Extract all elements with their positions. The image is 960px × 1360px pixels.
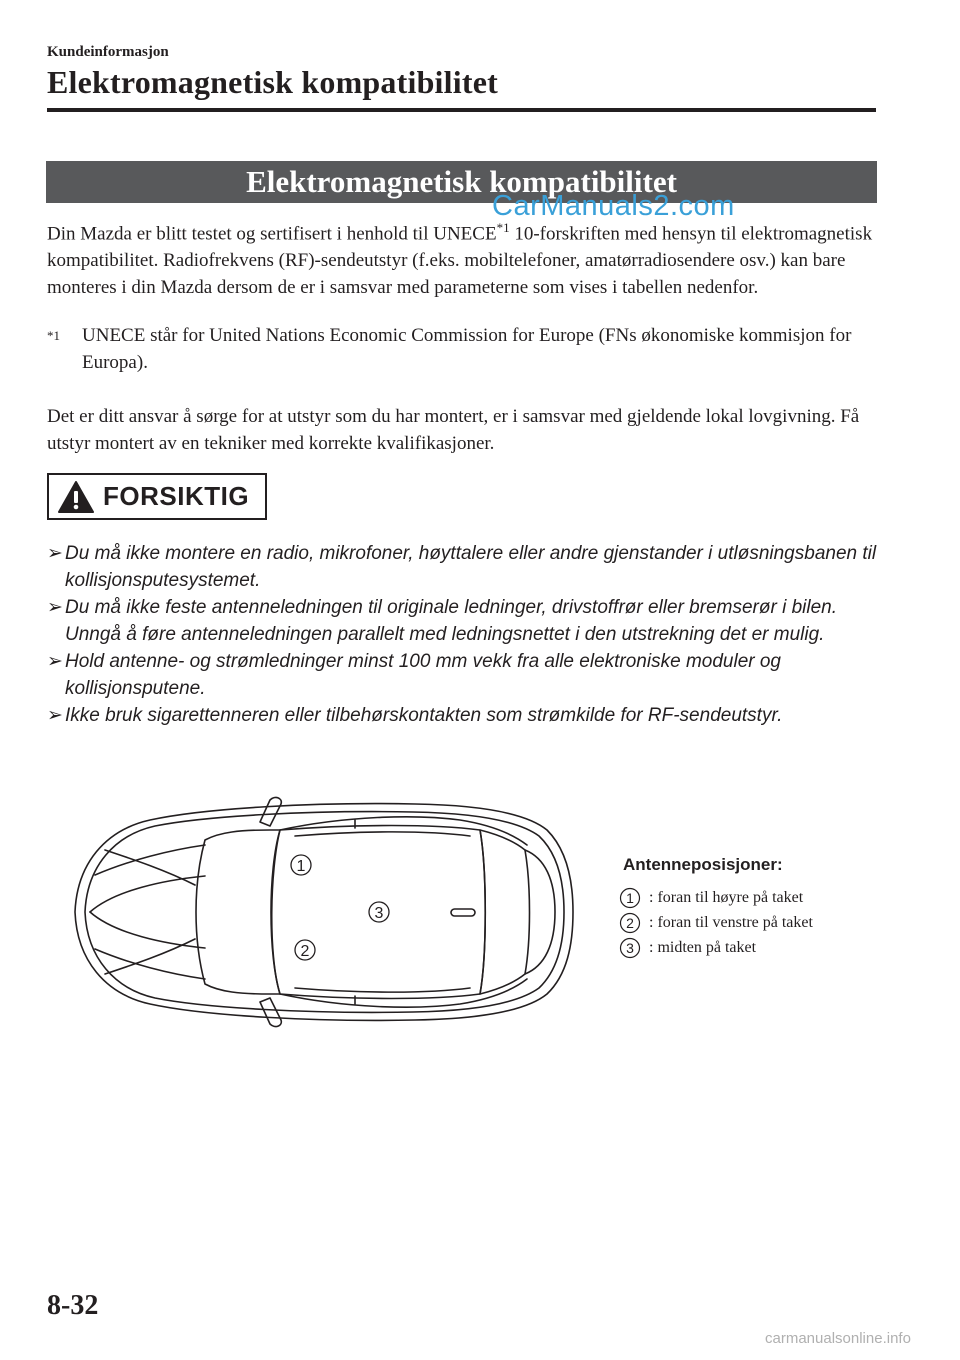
antenna-marker-3 bbox=[369, 902, 389, 922]
section-label: Kundeinformasjon bbox=[47, 44, 169, 60]
legend bbox=[619, 885, 813, 960]
page-number: 8-32 bbox=[47, 1290, 99, 1321]
legend-item bbox=[619, 910, 813, 935]
footnote-ref: *1 bbox=[496, 220, 510, 235]
svg-text:2: 2 bbox=[626, 914, 634, 931]
legend-item bbox=[619, 885, 813, 910]
caution-item: ➢ Ikke bruk sigarettenneren eller tilbehørskontakten som strømkilde for RF-sendeutstyr. bbox=[47, 702, 877, 729]
warning-triangle-icon bbox=[57, 480, 95, 514]
caution-list bbox=[47, 540, 877, 729]
antenna-marker-1 bbox=[291, 855, 311, 875]
arrow-bullet-icon: ➢ bbox=[47, 543, 63, 564]
intro-paragraph bbox=[47, 214, 877, 301]
svg-text:1: 1 bbox=[296, 858, 306, 875]
legend-text: : foran til venstre på taket bbox=[649, 914, 813, 931]
footnote-text: UNECE står for United Nations Economic Commission for Europe (FNs økonomiske kommisjon for Europa). bbox=[82, 325, 852, 373]
caution-box bbox=[47, 473, 267, 520]
caution-item: ➢ Du må ikke montere en radio, mikrofoner, høyttalere eller andre gjenstander i utløsningsbanen til kollisjonsputesystemet. bbox=[47, 540, 877, 594]
svg-text:3: 3 bbox=[626, 939, 634, 956]
intro-text-end: 10-forskriften med hensyn til elektromagnetisk kompatibilitet. Radiofrekvens (RF)-sendeutstyr (f.eks. mobiltelefoner, amatørradiosendere osv.) kan bare monteres i din Mazda dersom de er i samsvar med parameterne som vises i tabellen nedenfor. bbox=[47, 223, 873, 299]
legend-title: Antenneposisjoner: bbox=[623, 855, 783, 874]
number-circle-icon bbox=[619, 887, 641, 909]
chapter-title: Elektromagnetisk kompatibilitet bbox=[47, 64, 498, 100]
intro-text-start: Din Mazda er blitt testet og sertifisert i henhold til UNECE bbox=[47, 223, 497, 245]
number-circle-icon bbox=[619, 937, 641, 959]
footer-watermark: carmanualsonline.info bbox=[765, 1330, 911, 1347]
arrow-bullet-icon: ➢ bbox=[47, 705, 63, 726]
arrow-bullet-icon: ➢ bbox=[47, 597, 63, 618]
svg-text:1: 1 bbox=[626, 889, 634, 906]
caution-item: ➢ Hold antenne- og strømledninger minst 100 mm vekk fra alle elektroniske moduler og kollisjonsputene. bbox=[47, 648, 877, 702]
legend-item bbox=[619, 935, 813, 960]
antenna-marker-2 bbox=[295, 940, 315, 960]
number-circle-icon bbox=[619, 912, 641, 934]
legend-text: : foran til høyre på taket bbox=[649, 889, 804, 906]
watermark: CarManuals2.com bbox=[492, 190, 735, 222]
section-banner: Elektromagnetisk kompatibilitet bbox=[46, 161, 877, 203]
arrow-bullet-icon: ➢ bbox=[47, 651, 63, 672]
responsibility-paragraph: Det er ditt ansvar å sørge for at utstyr som du har montert, er i samsvar med gjeldende lokal lovgivning. Få utstyr montert av en tekniker med korrekte kvalifikasjoner. bbox=[47, 406, 860, 454]
footnote-mark: *1 bbox=[47, 328, 60, 343]
svg-text:2: 2 bbox=[300, 943, 310, 960]
legend-text: : midten på taket bbox=[649, 939, 757, 956]
car-top-view-diagram bbox=[55, 790, 595, 1035]
caution-label: FORSIKTIG bbox=[103, 481, 250, 511]
svg-text:3: 3 bbox=[374, 905, 384, 922]
header-rule bbox=[47, 108, 876, 112]
caution-item: ➢ Du må ikke feste antenneledningen til originale ledninger, drivstoffrør eller bremserør i bilen. Unngå å føre antenneledningen parallelt med ledningsnettet i den utstrekning det er mulig. bbox=[47, 594, 877, 648]
